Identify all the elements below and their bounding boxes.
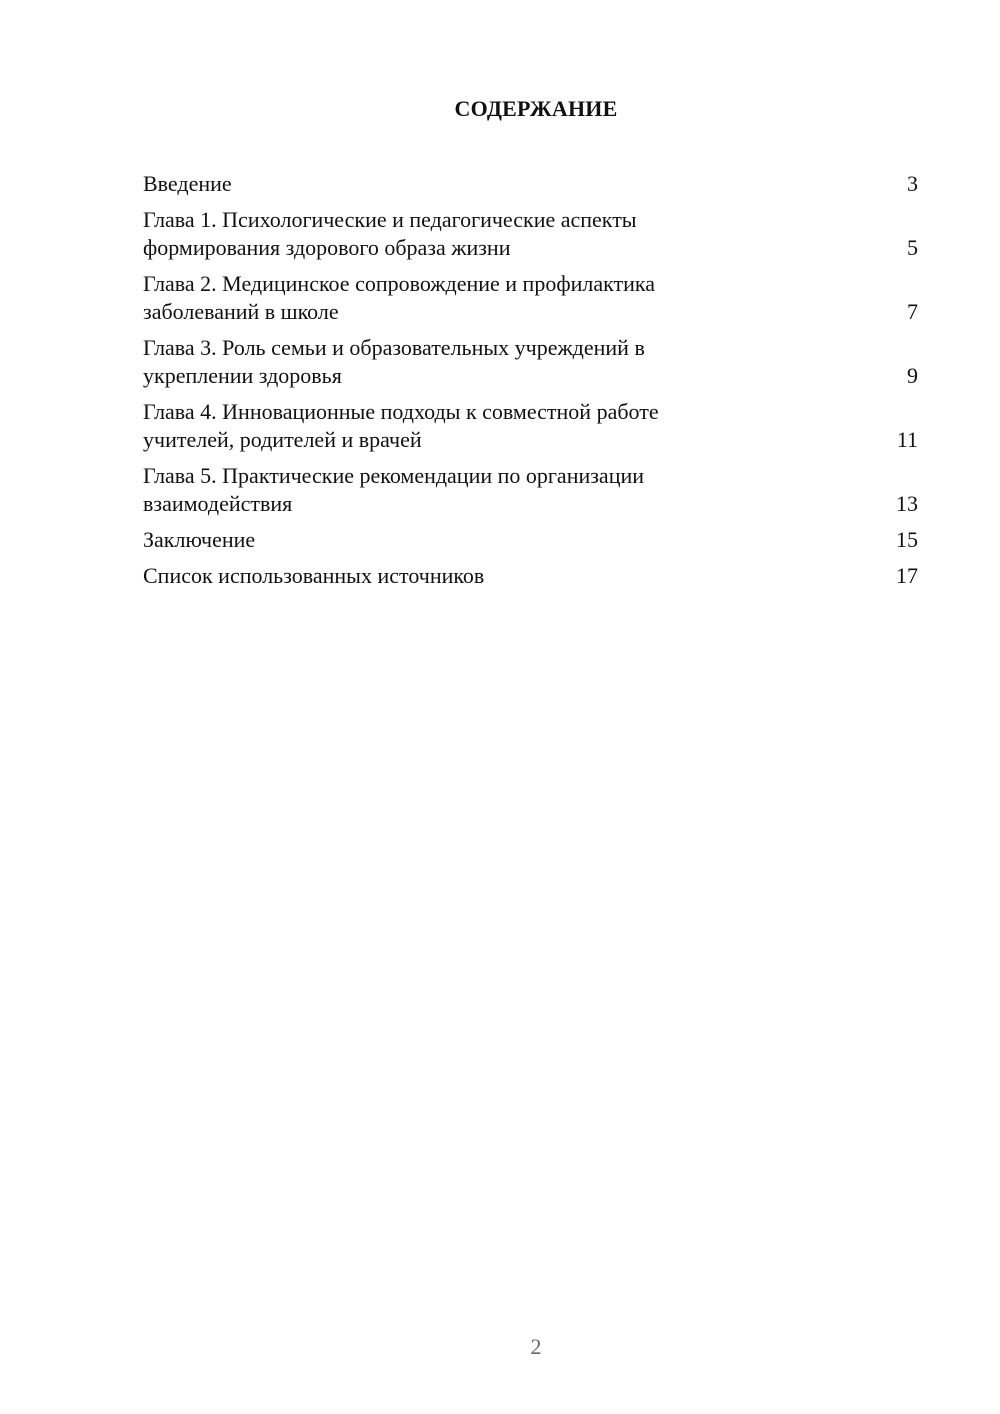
toc-entry-page: 17 [896,563,918,588]
toc-entry-line: формирования здорового образа жизни [143,235,511,260]
page-number: 2 [530,1334,542,1359]
toc-entry-chapter-2 [143,270,918,326]
toc-entry-title [143,206,783,262]
toc-entry-page: 11 [896,427,918,452]
toc-entry-line: Глава 3. Роль семьи и образовательных учреждений в [143,335,645,360]
toc-entry-line: взаимодействия [143,491,293,516]
toc-entry-line: заболеваний в школе [143,299,339,324]
toc-entry-chapter-5 [143,462,918,518]
toc-entry-line: Заключение [143,527,256,552]
toc-entry-title [143,334,783,390]
toc-entry-title [143,526,783,554]
toc-entry-line: Список использованных источников [143,563,485,588]
toc-entry-title [143,462,783,518]
toc-entry-page: 7 [907,299,918,324]
toc-entry-page: 13 [896,491,918,516]
toc-entry-line: укреплении здоровья [143,363,342,388]
toc-entry-page: 15 [896,527,918,552]
toc-entry-introduction [143,170,918,198]
toc-entry-references [143,562,918,590]
toc-entry-line: Глава 4. Инновационные подходы к совместной работе [143,399,659,424]
table-of-contents [143,170,918,598]
toc-entry-chapter-1 [143,206,918,262]
toc-entry-title [143,562,783,590]
toc-entry-title [143,398,783,454]
toc-entry-line: Глава 1. Психологические и педагогические аспекты [143,207,637,232]
toc-entry-chapter-4 [143,398,918,454]
toc-entry-page: 5 [907,235,918,260]
toc-entry-page: 9 [907,363,918,388]
toc-entry-line: Глава 5. Практические рекомендации по организации [143,463,645,488]
toc-entry-page: 3 [907,171,918,196]
toc-entry-title [143,170,783,198]
toc-entry-line: Глава 2. Медицинское сопровождение и профилактика [143,271,655,296]
toc-entry-title [143,270,783,326]
toc-heading: СОДЕРЖАНИЕ [454,96,618,121]
toc-entry-chapter-3 [143,334,918,390]
toc-entry-line: Введение [143,171,232,196]
toc-entry-conclusion [143,526,918,554]
toc-entry-line: учителей, родителей и врачей [143,427,422,452]
